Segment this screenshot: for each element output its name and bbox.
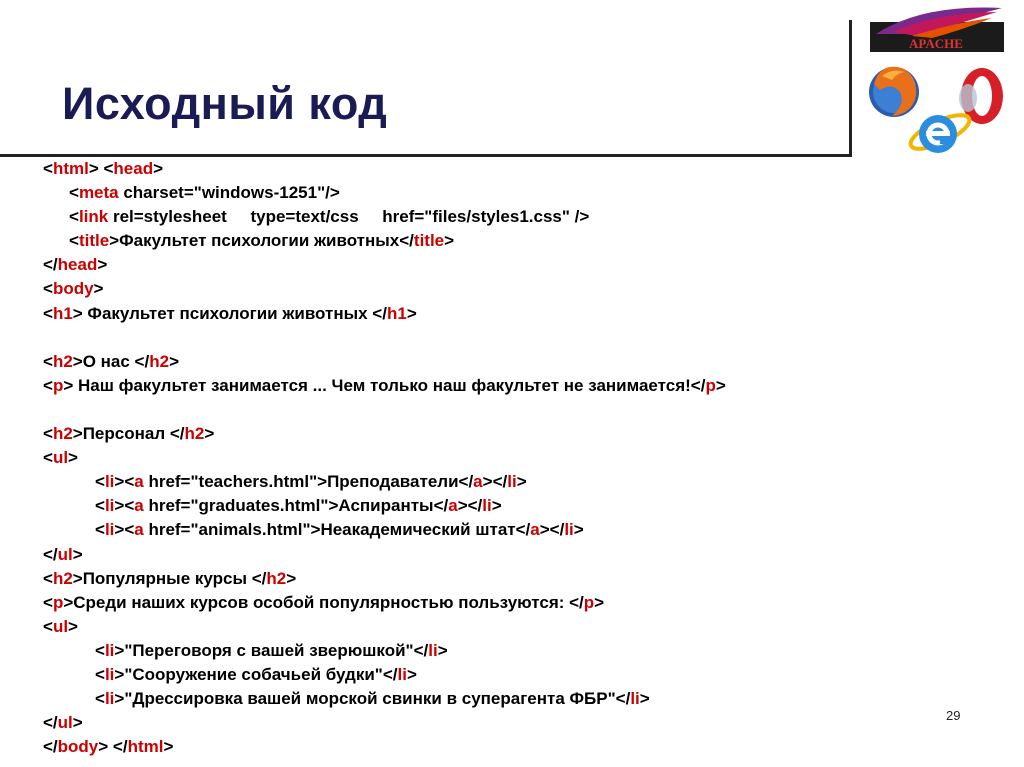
code-text: > — [639, 689, 650, 709]
code-text: < — [43, 303, 53, 323]
code-text: < — [43, 448, 53, 468]
code-text: > Наш факультет занимается ... Чем только наш факультет не занимается!</ — [63, 375, 706, 395]
apache-logo-text: APACHE — [909, 36, 963, 51]
code-tag-name: body — [52, 279, 94, 299]
logos-svg — [862, 4, 1022, 164]
code-line — [43, 663, 943, 687]
code-text: href="graduates.html">Аспиранты</ — [143, 496, 449, 516]
code-tag-name: head — [113, 159, 154, 178]
code-line — [43, 277, 943, 301]
code-text: </ — [43, 737, 58, 757]
code-tag-name: p — [705, 375, 716, 395]
code-tag-name: link — [78, 207, 109, 227]
code-tag-name: h2 — [149, 351, 170, 371]
code-text: > — [68, 616, 78, 636]
code-text: rel=stylesheet type=text/css href="files/styles1.css" /> — [108, 207, 590, 227]
code-text: > — [491, 496, 502, 516]
code-text: < — [43, 568, 53, 588]
code-text: </ — [43, 255, 58, 275]
code-tag-name: li — [482, 496, 492, 516]
code-text: >"Переговоря с вашей зверюшкой"</ — [114, 640, 429, 660]
code-tag-name: html — [127, 737, 164, 757]
code-tag-name: a — [134, 472, 144, 492]
code-tag-name: li — [104, 664, 115, 684]
code-text: >Среди наших курсов особой популярностью пользуются: </ — [63, 592, 584, 612]
code-tag-name: h1 — [386, 303, 407, 323]
code-text: >"Дрессировка вашей морской свинки в суперагента ФБР"</ — [114, 689, 631, 709]
code-text: >Факультет психологии животных</ — [109, 231, 414, 251]
code-text: < — [95, 520, 105, 540]
code-text: > — [97, 255, 108, 275]
code-tag-name: li — [104, 520, 115, 540]
code-text: href="teachers.html">Преподаватели</ — [143, 472, 474, 492]
code-line — [43, 253, 943, 277]
code-text: > — [406, 303, 417, 323]
apache-feather-logo-icon — [870, 8, 1004, 52]
code-line — [43, 229, 943, 253]
code-tag-name: p — [583, 592, 595, 612]
code-text: </ — [43, 713, 58, 733]
code-text: ></ — [539, 520, 565, 540]
code-text: > — [715, 375, 726, 395]
code-line — [43, 350, 943, 374]
code-tag-name: ul — [57, 544, 73, 564]
code-text: > — [153, 159, 164, 178]
code-tag-name: title — [413, 231, 445, 251]
code-text: < — [43, 159, 53, 178]
code-tag-name: h2 — [52, 568, 73, 588]
code-line — [43, 591, 943, 615]
code-text: < — [95, 689, 105, 709]
code-text: > — [72, 713, 83, 733]
code-tag-name: a — [134, 496, 144, 516]
code-text: < — [43, 351, 53, 371]
code-line — [43, 374, 943, 398]
code-line — [43, 711, 943, 735]
code-tag-name: title — [78, 231, 110, 251]
code-tag-name: h2 — [266, 568, 287, 588]
code-text: >О нас </ — [72, 351, 150, 371]
code-line — [43, 326, 943, 350]
code-tag-name: a — [448, 496, 458, 516]
code-text: >< — [114, 472, 135, 492]
code-line — [43, 735, 943, 759]
code-text: > < — [88, 159, 114, 178]
code-tag-name: li — [507, 472, 517, 492]
code-line — [43, 205, 943, 229]
code-text: < — [95, 664, 105, 684]
code-text: > — [437, 640, 448, 660]
code-line — [43, 422, 943, 446]
code-tag-name: h2 — [52, 351, 73, 371]
code-text: < — [69, 231, 79, 251]
code-tag-name: meta — [78, 183, 119, 203]
code-tag-name: h1 — [52, 303, 73, 323]
code-text: > — [93, 279, 104, 299]
code-text: >Персонал </ — [72, 424, 185, 444]
code-tag-name: html — [52, 159, 89, 178]
code-tag-name: li — [104, 640, 115, 660]
code-text: charset="windows-1251"/> — [118, 183, 340, 203]
code-text: > — [444, 231, 455, 251]
code-text: < — [43, 375, 53, 395]
code-text: > — [72, 544, 83, 564]
title-vertical-rule — [849, 20, 852, 157]
code-text: > — [68, 448, 78, 468]
code-text: >< — [114, 496, 135, 516]
code-text: href="animals.html">Неакадемический штат</ — [143, 520, 531, 540]
code-text: < — [43, 424, 53, 444]
code-tag-name: li — [564, 520, 574, 540]
code-text: > — [573, 520, 584, 540]
code-line — [43, 567, 943, 591]
code-text: < — [69, 207, 79, 227]
code-text: > </ — [98, 737, 128, 757]
code-tag-name: li — [104, 496, 115, 516]
code-text: >Популярные курсы </ — [72, 568, 267, 588]
code-text: < — [43, 279, 53, 299]
code-tag-name: h2 — [52, 424, 73, 444]
code-text: < — [69, 183, 79, 203]
code-text: >"Сооружение собачьей будки"</ — [114, 664, 398, 684]
code-tag-name: li — [630, 689, 640, 709]
code-text: > — [169, 351, 179, 371]
code-tag-name: p — [52, 592, 64, 612]
code-tag-name: li — [104, 689, 115, 709]
code-text: > — [163, 737, 174, 757]
slide-title: Исходный код — [62, 78, 388, 129]
code-text: > Факультет психологии животных </ — [72, 303, 387, 323]
code-line — [43, 494, 943, 518]
code-text: > — [406, 664, 417, 684]
code-tag-name: li — [104, 472, 115, 492]
code-line — [43, 181, 943, 205]
code-line — [43, 302, 943, 326]
code-tag-name: h2 — [184, 424, 205, 444]
code-text: >< — [114, 520, 135, 540]
code-tag-name: ul — [52, 616, 69, 636]
code-text: > — [286, 568, 297, 588]
code-text: ></ — [482, 472, 508, 492]
browser-logos — [862, 4, 1022, 164]
code-tag-name: body — [57, 737, 99, 757]
code-line — [43, 543, 943, 567]
code-tag-name: li — [397, 664, 407, 684]
code-tag-name: ul — [57, 713, 73, 733]
code-text: < — [95, 472, 105, 492]
code-tag-name: p — [52, 375, 64, 395]
code-tag-name: a — [134, 520, 144, 540]
code-text: < — [43, 592, 53, 612]
firefox-logo-icon — [869, 67, 919, 117]
code-tag-name: a — [530, 520, 540, 540]
code-tag-name: head — [57, 255, 98, 275]
code-text: < — [43, 616, 53, 636]
code-tag-name: a — [473, 472, 483, 492]
code-text: < — [95, 640, 105, 660]
code-line — [43, 518, 943, 542]
code-text: > — [204, 424, 215, 444]
page-number: 29 — [946, 708, 961, 723]
code-line — [43, 639, 943, 663]
code-tag-name: li — [428, 640, 438, 660]
code-text: > — [516, 472, 527, 492]
code-line — [43, 687, 943, 711]
source-code-listing — [43, 157, 943, 759]
code-text: ></ — [457, 496, 483, 516]
code-line — [43, 157, 943, 181]
code-line — [43, 470, 943, 494]
code-text: > — [594, 592, 605, 612]
code-line — [43, 446, 943, 470]
internet-explorer-logo-icon — [906, 109, 973, 156]
code-text: </ — [43, 544, 58, 564]
code-tag-name: ul — [52, 448, 69, 468]
code-text: < — [95, 496, 105, 516]
code-line — [43, 615, 943, 639]
code-line — [43, 398, 943, 422]
